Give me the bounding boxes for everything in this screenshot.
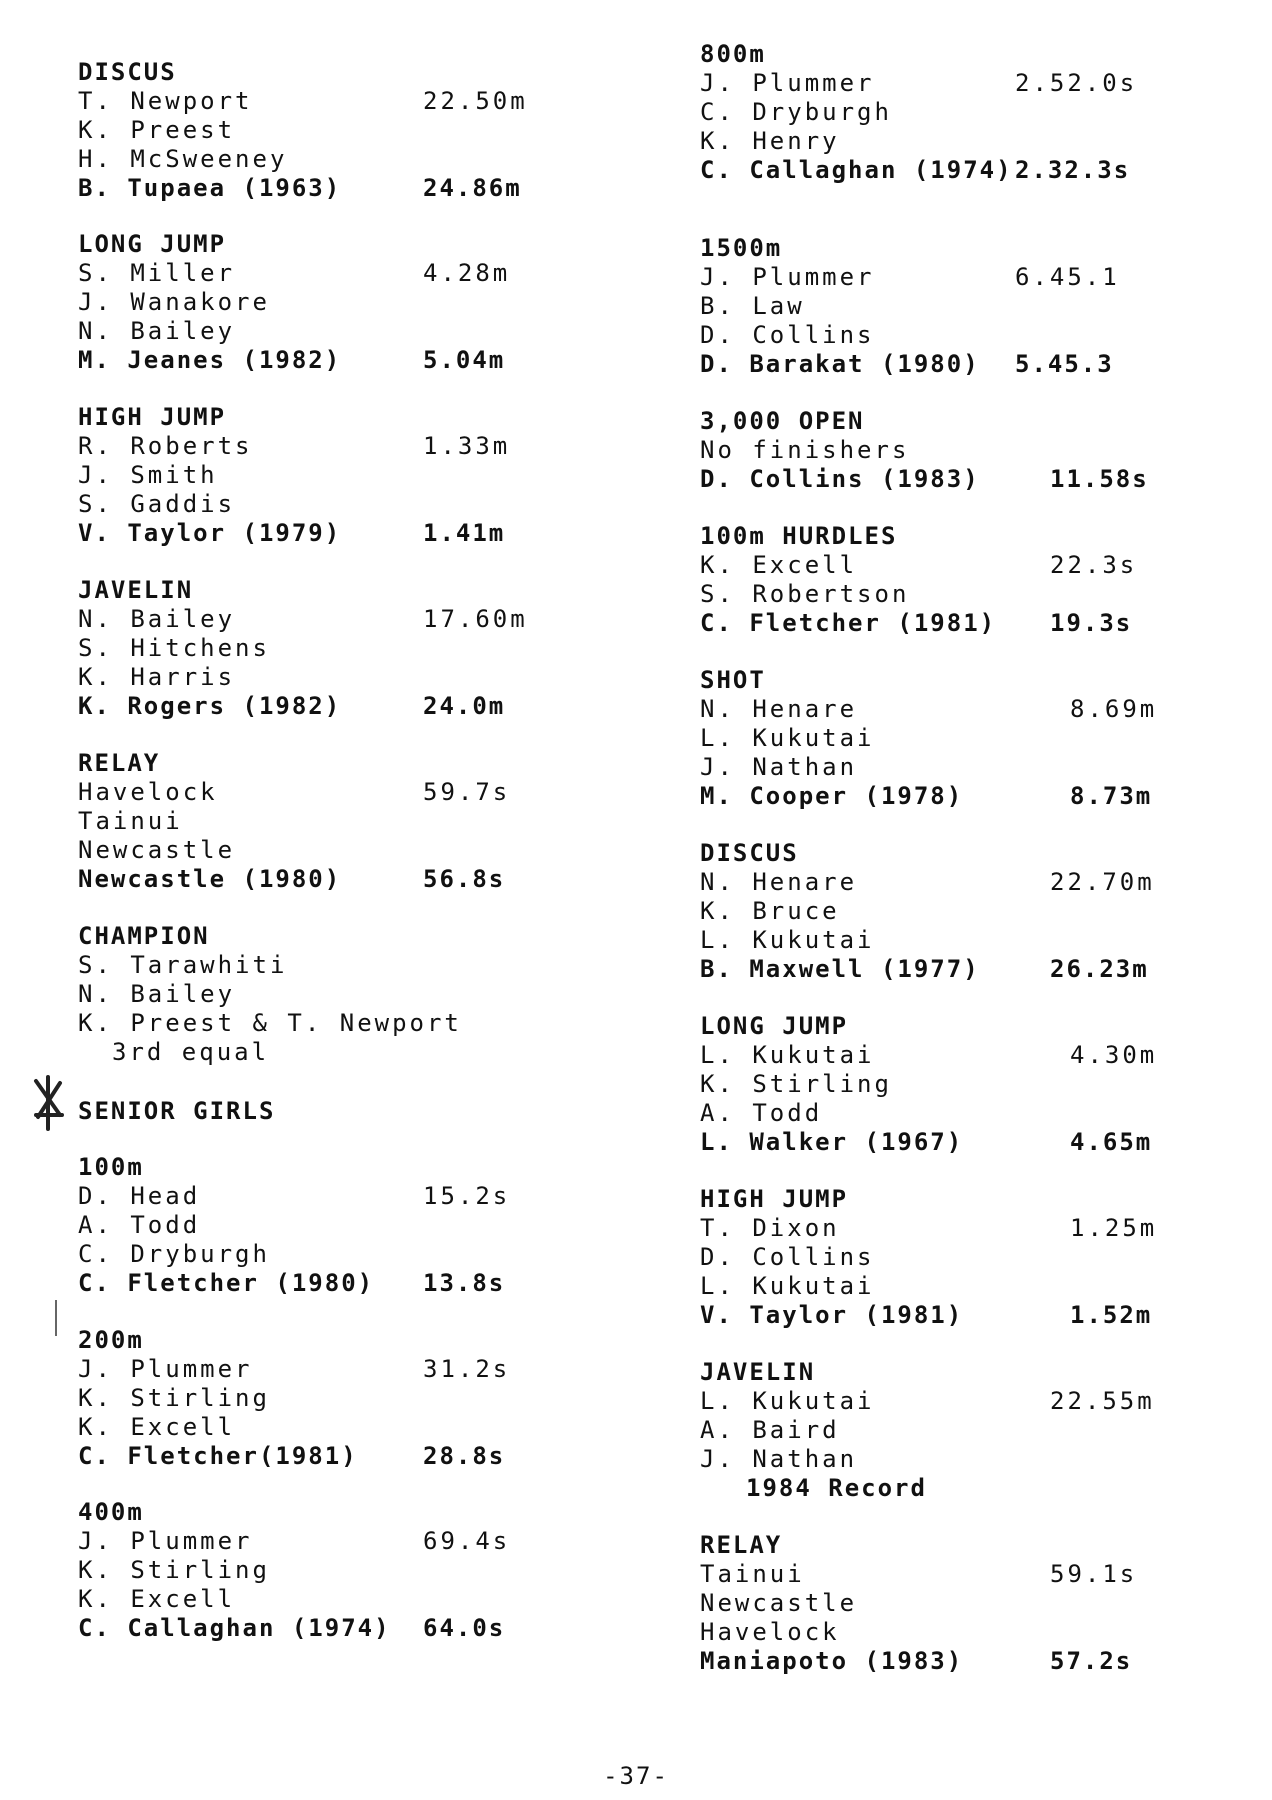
event-javelin	[78, 576, 598, 721]
athlete-name: L. Kukutai	[700, 926, 875, 954]
athlete-name: N. Henare	[700, 868, 858, 896]
athlete-name: K. Bruce	[700, 897, 840, 925]
record-row	[78, 692, 598, 721]
record-holder: M. Jeanes (1982)	[78, 346, 342, 374]
event-title: 200m	[78, 1326, 144, 1354]
result-value: 22.50m	[423, 87, 528, 115]
placing-row	[700, 69, 1220, 98]
result-value: 22.55m	[1050, 1387, 1155, 1415]
placing-row	[78, 807, 598, 836]
placing-row	[700, 1589, 1220, 1618]
event-title: LONG JUMP	[700, 1012, 849, 1040]
result-value: 59.7s	[423, 778, 511, 806]
record-value: 26.23m	[1050, 955, 1149, 983]
placing-row	[700, 1070, 1220, 1099]
event-title: CHAMPION	[78, 922, 210, 950]
event-title: DISCUS	[78, 58, 177, 86]
record-note: 1984 Record	[746, 1474, 927, 1502]
placing-row	[78, 317, 598, 346]
placing-row	[700, 1618, 1220, 1647]
placing-row	[700, 436, 1220, 465]
athlete-name: C. Dryburgh	[700, 98, 892, 126]
placing-row	[78, 1413, 598, 1442]
record-value: 24.0m	[423, 692, 506, 720]
result-value: 31.2s	[423, 1355, 511, 1383]
champion-line: S. Tarawhiti	[78, 951, 288, 979]
athlete-name: L. Kukutai	[700, 1387, 875, 1415]
section-senior-girls	[78, 1097, 598, 1126]
athlete-name: J. Wanakore	[78, 288, 270, 316]
result-value: 8.69m	[1070, 695, 1158, 723]
result-value: 4.28m	[423, 259, 511, 287]
athlete-name: S. Robertson	[700, 580, 910, 608]
placing-row	[700, 1416, 1220, 1445]
champion-line: K. Preest & T. Newport	[78, 1009, 462, 1037]
record-value: 11.58s	[1050, 465, 1149, 493]
athlete-name: J. Plummer	[78, 1527, 253, 1555]
placing-row	[78, 778, 598, 807]
placing-row	[700, 1214, 1220, 1243]
event-title: 3,000 OPEN	[700, 407, 865, 435]
athlete-name: N. Bailey	[78, 605, 236, 633]
placing-row	[700, 1272, 1220, 1301]
event-title: RELAY	[700, 1531, 783, 1559]
placing-row	[700, 724, 1220, 753]
record-holder: M. Cooper (1978)	[700, 782, 964, 810]
placing-row	[700, 263, 1220, 292]
event-title: LONG JUMP	[78, 230, 227, 258]
athlete-name: S. Hitchens	[78, 634, 270, 662]
placing-row	[78, 836, 598, 865]
record-row	[700, 782, 1220, 811]
athlete-name: R. Roberts	[78, 432, 253, 460]
event-discus	[78, 58, 598, 203]
placing-row	[78, 1211, 598, 1240]
event-high-jump-senior	[700, 1185, 1220, 1330]
record-holder: D. Collins (1983)	[700, 465, 980, 493]
record-row	[700, 350, 1220, 379]
placing-row	[78, 1527, 598, 1556]
team-name: Havelock	[78, 778, 218, 806]
event-400m	[78, 1498, 598, 1643]
record-holder: Newcastle (1980)	[78, 865, 342, 893]
event-title: HIGH JUMP	[700, 1185, 849, 1213]
placing-row	[700, 551, 1220, 580]
event-3000-open	[700, 407, 1220, 494]
record-holder: K. Rogers (1982)	[78, 692, 342, 720]
record-row	[700, 465, 1220, 494]
athlete-name: J. Nathan	[700, 753, 858, 781]
event-100m	[78, 1153, 598, 1298]
result-value: 4.30m	[1070, 1041, 1158, 1069]
record-row	[78, 174, 598, 203]
placing-row	[700, 1387, 1220, 1416]
margin-mark	[55, 1300, 57, 1336]
athlete-name: L. Kukutai	[700, 724, 875, 752]
team-name: Havelock	[700, 1618, 840, 1646]
event-800m	[700, 40, 1220, 185]
record-holder: B. Tupaea (1963)	[78, 174, 342, 202]
athlete-name: K. Harris	[78, 663, 236, 691]
athlete-name: K. Excell	[78, 1585, 236, 1613]
record-value: 2.32.3s	[1015, 156, 1131, 184]
result-value: 69.4s	[423, 1527, 511, 1555]
placing-row	[78, 461, 598, 490]
athlete-name: K. Stirling	[78, 1556, 270, 1584]
result-value: 15.2s	[423, 1182, 511, 1210]
placing-row	[700, 1041, 1220, 1070]
event-shot	[700, 666, 1220, 811]
placing-row	[78, 1182, 598, 1211]
result-value: 6.45.1	[1015, 263, 1120, 291]
athlete-name: A. Todd	[700, 1099, 823, 1127]
result-value: 2.52.0s	[1015, 69, 1138, 97]
record-holder: C. Callaghan (1974)	[700, 156, 1013, 184]
champion-note: 3rd equal	[112, 1038, 270, 1066]
placing-row	[700, 1445, 1220, 1474]
athlete-name: S. Gaddis	[78, 490, 236, 518]
athlete-name: B. Law	[700, 292, 805, 320]
result-value: 22.70m	[1050, 868, 1155, 896]
event-title: HIGH JUMP	[78, 403, 227, 431]
athlete-name: L. Kukutai	[700, 1272, 875, 1300]
placing-row	[700, 127, 1220, 156]
champion-line: N. Bailey	[78, 980, 236, 1008]
event-javelin-senior	[700, 1358, 1220, 1503]
team-name: Tainui	[78, 807, 183, 835]
athlete-name: S. Miller	[78, 259, 236, 287]
placing-row	[700, 926, 1220, 955]
event-title: JAVELIN	[78, 576, 194, 604]
athlete-name: D. Collins	[700, 1243, 875, 1271]
record-value: 56.8s	[423, 865, 506, 893]
athlete-name: D. Head	[78, 1182, 201, 1210]
event-title: DISCUS	[700, 839, 799, 867]
event-champion	[78, 922, 598, 1067]
placing-row	[700, 321, 1220, 350]
handwritten-star-icon	[32, 1075, 66, 1131]
record-value: 13.8s	[423, 1269, 506, 1297]
placing-row	[700, 1099, 1220, 1128]
athlete-name: H. McSweeney	[78, 145, 288, 173]
event-relay-senior	[700, 1531, 1220, 1676]
record-holder: C. Fletcher (1980)	[78, 1269, 375, 1297]
result-value: 17.60m	[423, 605, 528, 633]
athlete-name: N. Bailey	[78, 317, 236, 345]
record-row	[700, 1301, 1220, 1330]
record-row	[700, 955, 1220, 984]
event-title: JAVELIN	[700, 1358, 816, 1386]
placing-row	[78, 634, 598, 663]
event-title: 400m	[78, 1498, 144, 1526]
athlete-name: D. Collins	[700, 321, 875, 349]
record-value: 19.3s	[1050, 609, 1133, 637]
record-row	[78, 865, 598, 894]
placing-row	[78, 1355, 598, 1384]
event-200m	[78, 1326, 598, 1471]
athlete-name: K. Excell	[700, 551, 858, 579]
record-row	[78, 1269, 598, 1298]
placing-row	[700, 868, 1220, 897]
event-long-jump	[78, 230, 598, 375]
record-row	[78, 346, 598, 375]
event-title: RELAY	[78, 749, 161, 777]
athlete-name: J. Plummer	[78, 1355, 253, 1383]
record-value: 1.52m	[1070, 1301, 1153, 1329]
record-holder: V. Taylor (1981)	[700, 1301, 964, 1329]
athlete-name: J. Plummer	[700, 69, 875, 97]
record-row	[78, 519, 598, 548]
page-number: -37-	[603, 1762, 669, 1790]
team-name: Newcastle	[700, 1589, 858, 1617]
athlete-name: K. Stirling	[700, 1070, 892, 1098]
placing-row	[78, 145, 598, 174]
record-row	[78, 1614, 598, 1643]
event-title: 100m	[78, 1153, 144, 1181]
record-row	[700, 1647, 1220, 1676]
placing-row	[78, 87, 598, 116]
no-finishers-note: No finishers	[700, 436, 910, 464]
event-high-jump	[78, 403, 598, 548]
result-value: 59.1s	[1050, 1560, 1138, 1588]
record-row	[78, 1442, 598, 1471]
record-holder: Maniapoto (1983)	[700, 1647, 964, 1675]
record-holder: V. Taylor (1979)	[78, 519, 342, 547]
result-value: 1.25m	[1070, 1214, 1158, 1242]
record-row	[700, 156, 1220, 185]
record-value: 4.65m	[1070, 1128, 1153, 1156]
athlete-name: N. Henare	[700, 695, 858, 723]
team-name: Newcastle	[78, 836, 236, 864]
athlete-name: C. Dryburgh	[78, 1240, 270, 1268]
athlete-name: J. Plummer	[700, 263, 875, 291]
event-title: SHOT	[700, 666, 766, 694]
record-value: 8.73m	[1070, 782, 1153, 810]
placing-row	[700, 98, 1220, 127]
athlete-name: A. Todd	[78, 1211, 201, 1239]
record-holder: C. Fletcher(1981)	[78, 1442, 358, 1470]
record-holder: D. Barakat (1980)	[700, 350, 980, 378]
record-value: 24.86m	[423, 174, 522, 202]
athlete-name: A. Baird	[700, 1416, 840, 1444]
event-title: 800m	[700, 40, 766, 68]
event-title: 1500m	[700, 234, 783, 262]
placing-row	[78, 432, 598, 461]
athlete-name: T. Newport	[78, 87, 253, 115]
placing-row	[78, 1585, 598, 1614]
placing-row	[700, 292, 1220, 321]
athlete-name: J. Nathan	[700, 1445, 858, 1473]
placing-row	[700, 1560, 1220, 1589]
record-holder: B. Maxwell (1977)	[700, 955, 980, 983]
athlete-name: K. Henry	[700, 127, 840, 155]
placing-row	[78, 605, 598, 634]
event-long-jump-senior	[700, 1012, 1220, 1157]
result-value: 1.33m	[423, 432, 511, 460]
placing-row	[78, 288, 598, 317]
placing-row	[700, 897, 1220, 926]
record-holder: L. Walker (1967)	[700, 1128, 964, 1156]
record-value: 5.04m	[423, 346, 506, 374]
placing-row	[700, 753, 1220, 782]
event-100m-hurdles	[700, 522, 1220, 638]
placing-row	[78, 1556, 598, 1585]
placing-row	[700, 580, 1220, 609]
record-value: 64.0s	[423, 1614, 506, 1642]
placing-row	[78, 1384, 598, 1413]
event-1500m	[700, 234, 1220, 379]
placing-row	[78, 490, 598, 519]
section-heading: SENIOR GIRLS	[78, 1097, 276, 1125]
athlete-name: K. Excell	[78, 1413, 236, 1441]
record-value: 5.45.3	[1015, 350, 1114, 378]
record-row	[700, 1128, 1220, 1157]
event-discus-senior	[700, 839, 1220, 984]
record-value: 57.2s	[1050, 1647, 1133, 1675]
event-title: 100m HURDLES	[700, 522, 898, 550]
record-row	[700, 609, 1220, 638]
record-value: 28.8s	[423, 1442, 506, 1470]
placing-row	[78, 663, 598, 692]
placing-row	[78, 259, 598, 288]
team-name: Tainui	[700, 1560, 805, 1588]
record-holder: C. Callaghan (1974)	[78, 1614, 391, 1642]
placing-row	[78, 1240, 598, 1269]
placing-row	[700, 695, 1220, 724]
placing-row	[700, 1243, 1220, 1272]
record-holder: C. Fletcher (1981)	[700, 609, 997, 637]
placing-row	[78, 116, 598, 145]
record-value: 1.41m	[423, 519, 506, 547]
result-value: 22.3s	[1050, 551, 1138, 579]
event-relay	[78, 749, 598, 894]
athlete-name: K. Preest	[78, 116, 236, 144]
athlete-name: L. Kukutai	[700, 1041, 875, 1069]
athlete-name: K. Stirling	[78, 1384, 270, 1412]
athlete-name: J. Smith	[78, 461, 218, 489]
athlete-name: T. Dixon	[700, 1214, 840, 1242]
